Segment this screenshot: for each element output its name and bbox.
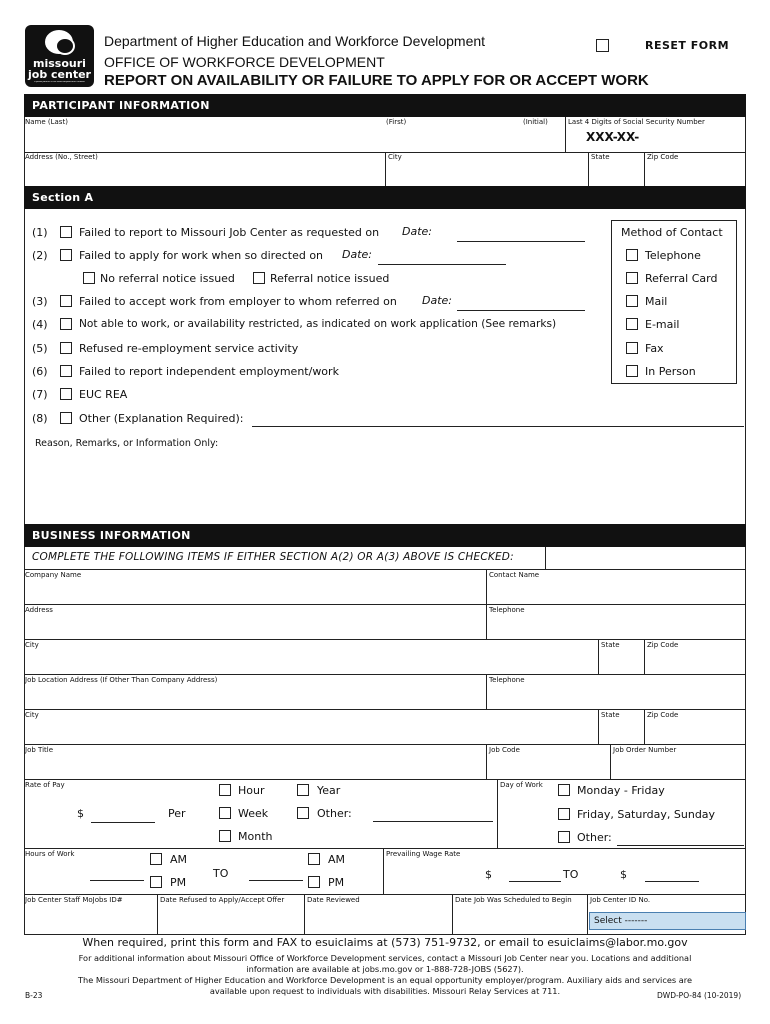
reset-form-button[interactable]: RESET FORM <box>645 39 730 52</box>
day-other-label: Other: <box>577 831 612 844</box>
wage-dollar-1: $ <box>485 868 492 881</box>
item-8-explanation-input[interactable] <box>252 426 744 427</box>
job-order-label: Job Order Number <box>613 746 677 754</box>
section-a-header: Section A <box>24 186 746 209</box>
date-scheduled-label: Date Job Was Scheduled to Begin <box>455 896 572 904</box>
remarks-input[interactable] <box>30 452 740 518</box>
pay-year-label: Year <box>317 784 341 797</box>
item-7-checkbox[interactable] <box>60 388 72 400</box>
referral-issued-checkbox[interactable] <box>253 272 265 284</box>
item-8-num: (8) <box>32 412 48 425</box>
wage-to-input[interactable] <box>645 881 699 882</box>
method-in-person-label: In Person <box>645 365 696 378</box>
company-name-label: Company Name <box>25 571 82 579</box>
form-code-right: DWD-PO-84 (10-2019) <box>657 991 742 1000</box>
no-referral-label: No referral notice issued <box>100 272 235 285</box>
date-refused-label: Date Refused to Apply/Accept Offer <box>160 896 285 904</box>
item-1-text: Failed to report to Missouri Job Center as requested on <box>79 226 380 239</box>
job-code-label: Job Code <box>489 746 520 754</box>
name-initial-label: (Initial) <box>523 118 548 126</box>
day-of-work-label: Day of Work <box>500 781 543 789</box>
zip-label: Zip Code <box>647 153 679 161</box>
item-1-date-label: Date: <box>402 225 432 238</box>
job-city-label: City <box>25 711 39 719</box>
dept-name: Department of Higher Education and Workforce Development <box>104 33 486 49</box>
item-1-date-input[interactable] <box>457 241 585 242</box>
item-5-checkbox[interactable] <box>60 342 72 354</box>
footer-info-4: available upon request to individuals with disabilities. Missouri Relay Services at 711. <box>209 986 561 996</box>
logo-tagline: a proud partner of the americanjobcenter network <box>34 81 85 83</box>
day-mon-fri-label: Monday - Friday <box>577 784 665 797</box>
rate-amount-input[interactable] <box>91 822 155 823</box>
form-title: REPORT ON AVAILABILITY OR FAILURE TO APPLY FOR OR ACCEPT WORK <box>104 72 649 89</box>
day-fri-sun-checkbox[interactable] <box>558 808 570 820</box>
job-zip-label: Zip Code <box>647 711 679 719</box>
item-2-text: Failed to apply for work when so directed on <box>79 249 324 262</box>
address-label: Address (No., Street) <box>25 153 98 161</box>
method-email-checkbox[interactable] <box>626 318 638 330</box>
method-in-person-checkbox[interactable] <box>626 365 638 377</box>
wage-dollar-2: $ <box>620 868 627 881</box>
wage-from-input[interactable] <box>509 881 561 882</box>
item-3-checkbox[interactable] <box>60 295 72 307</box>
pay-other-input[interactable] <box>373 821 493 822</box>
from-pm-label: PM <box>170 876 187 889</box>
office-name: OFFICE OF WORKFORCE DEVELOPMENT <box>104 54 385 70</box>
center-id-select[interactable] <box>589 912 746 930</box>
biz-address-label: Address <box>25 606 53 614</box>
logo-line1: missouri <box>33 57 86 70</box>
method-fax-label: Fax <box>645 342 664 355</box>
ssn-value[interactable]: XXX-XX- <box>586 130 640 144</box>
job-location-telephone-label: Telephone <box>489 676 525 684</box>
day-fri-sun-label: Friday, Saturday, Sunday <box>577 808 716 821</box>
from-am-label: AM <box>170 853 188 866</box>
item-1-checkbox[interactable] <box>60 226 72 238</box>
wage-to-label: TO <box>563 868 579 881</box>
item-8-text: Other (Explanation Required): <box>79 412 244 425</box>
item-6-text: Failed to report independent employment/work <box>79 365 339 378</box>
fax-instruction: When required, print this form and FAX to esuiclaims at (573) 751-9732, or email to esuiclaims@labor.mo.gov <box>82 936 688 949</box>
date-reviewed-label: Date Reviewed <box>307 896 360 904</box>
biz-city-label: City <box>25 641 39 649</box>
item-3-date-label: Date: <box>422 294 452 307</box>
pay-other-checkbox[interactable] <box>297 807 309 819</box>
referral-issued-label: Referral notice issued <box>270 272 390 285</box>
pay-year-checkbox[interactable] <box>297 784 309 796</box>
to-pm-checkbox[interactable] <box>308 876 320 888</box>
item-2-date-input[interactable] <box>378 264 506 265</box>
pay-other-label: Other: <box>317 807 352 820</box>
method-referral-card-label: Referral Card <box>645 272 718 285</box>
method-fax-checkbox[interactable] <box>626 342 638 354</box>
pay-month-label: Month <box>238 830 273 843</box>
item-8-checkbox[interactable] <box>60 412 72 424</box>
biz-state-label: State <box>601 641 620 649</box>
name-first-label: (First) <box>386 118 407 126</box>
item-7-text: EUC REA <box>79 388 128 401</box>
item-3-text: Failed to accept work from employer to whom referred on <box>79 295 397 308</box>
day-other-input[interactable] <box>617 845 744 846</box>
item-2-checkbox[interactable] <box>60 249 72 261</box>
footer-info-3: The Missouri Department of Higher Education and Workforce Development is an equal opportunity employer/program. Auxiliary aids and services are <box>78 975 692 985</box>
no-referral-checkbox[interactable] <box>83 272 95 284</box>
item-5-text: Refused re-employment service activity <box>79 342 299 355</box>
prevailing-wage-label: Prevailing Wage Rate <box>386 850 461 858</box>
hours-of-work-label: Hours of Work <box>25 850 75 858</box>
from-am-checkbox[interactable] <box>150 853 162 865</box>
name-last-label: Name (Last) <box>25 118 68 126</box>
biz-telephone-label: Telephone <box>489 606 525 614</box>
center-id-label: Job Center ID No. <box>590 896 651 904</box>
method-mail-checkbox[interactable] <box>626 295 638 307</box>
method-telephone-checkbox[interactable] <box>626 249 638 261</box>
participant-header: PARTICIPANT INFORMATION <box>24 94 746 117</box>
item-5-num: (5) <box>32 342 48 355</box>
center-id-select-value: Select ------- <box>594 916 648 926</box>
item-4-num: (4) <box>32 318 48 331</box>
business-grid <box>24 547 746 935</box>
method-of-contact-title: Method of Contact <box>621 226 723 239</box>
rate-per-label: Per <box>168 807 186 820</box>
item-2-num: (2) <box>32 249 48 262</box>
pay-month-checkbox[interactable] <box>219 830 231 842</box>
footer-info-1: For additional information about Missouri Office of Workforce Development services, contact a Missouri Job Center near you. Locations and additional <box>78 953 692 963</box>
item-3-num: (3) <box>32 295 48 308</box>
rate-of-pay-label: Rate of Pay <box>25 781 65 789</box>
method-telephone-label: Telephone <box>645 249 701 262</box>
day-mon-fri-checkbox[interactable] <box>558 784 570 796</box>
method-referral-card-checkbox[interactable] <box>626 272 638 284</box>
hours-to-label: TO <box>213 867 229 880</box>
method-mail-label: Mail <box>645 295 668 308</box>
to-am-checkbox[interactable] <box>308 853 320 865</box>
item-4-checkbox[interactable] <box>60 318 72 330</box>
state-label: State <box>591 153 610 161</box>
rate-dollar-sign: $ <box>77 807 84 820</box>
pay-week-label: Week <box>238 807 269 820</box>
pay-hour-checkbox[interactable] <box>219 784 231 796</box>
method-email-label: E-mail <box>645 318 680 331</box>
item-4-text: Not able to work, or availability restricted, as indicated on work application (See remarks) <box>79 318 557 330</box>
biz-zip-label: Zip Code <box>647 641 679 649</box>
pay-week-checkbox[interactable] <box>219 807 231 819</box>
from-pm-checkbox[interactable] <box>150 876 162 888</box>
to-am-label: AM <box>328 853 346 866</box>
footer-info-2: information are available at jobs.mo.gov or 1-888-728-JOBS (5627). <box>246 964 524 974</box>
staff-id-label: Job Center Staff MoJobs ID# <box>25 896 123 904</box>
business-instruction: COMPLETE THE FOLLOWING ITEMS IF EITHER SECTION A(2) OR A(3) ABOVE IS CHECKED: <box>32 551 514 563</box>
item-6-num: (6) <box>32 365 48 378</box>
item-7-num: (7) <box>32 388 48 401</box>
logo-figure-icon-2 <box>55 37 75 55</box>
ssn-label: Last 4 Digits of Social Security Number <box>568 118 705 126</box>
day-other-checkbox[interactable] <box>558 831 570 843</box>
form-code-left: B-23 <box>25 991 43 1000</box>
reset-checkbox[interactable] <box>596 39 609 52</box>
city-label: City <box>388 153 402 161</box>
item-6-checkbox[interactable] <box>60 365 72 377</box>
logo-line2: job center <box>28 68 91 81</box>
logo <box>25 25 94 87</box>
item-1-num: (1) <box>32 226 48 239</box>
hours-from-input[interactable] <box>90 880 144 881</box>
to-pm-label: PM <box>328 876 345 889</box>
remarks-label: Reason, Remarks, or Information Only: <box>35 438 219 449</box>
job-title-label: Job Title <box>25 746 54 754</box>
hours-to-input[interactable] <box>249 880 303 881</box>
pay-hour-label: Hour <box>238 784 265 797</box>
item-2-date-label: Date: <box>342 248 372 261</box>
contact-name-label: Contact Name <box>489 571 540 579</box>
job-location-label: Job Location Address (If Other Than Company Address) <box>25 676 218 684</box>
item-3-date-input[interactable] <box>457 310 585 311</box>
job-state-label: State <box>601 711 620 719</box>
name-input[interactable] <box>25 128 563 150</box>
business-header: BUSINESS INFORMATION <box>24 524 746 547</box>
